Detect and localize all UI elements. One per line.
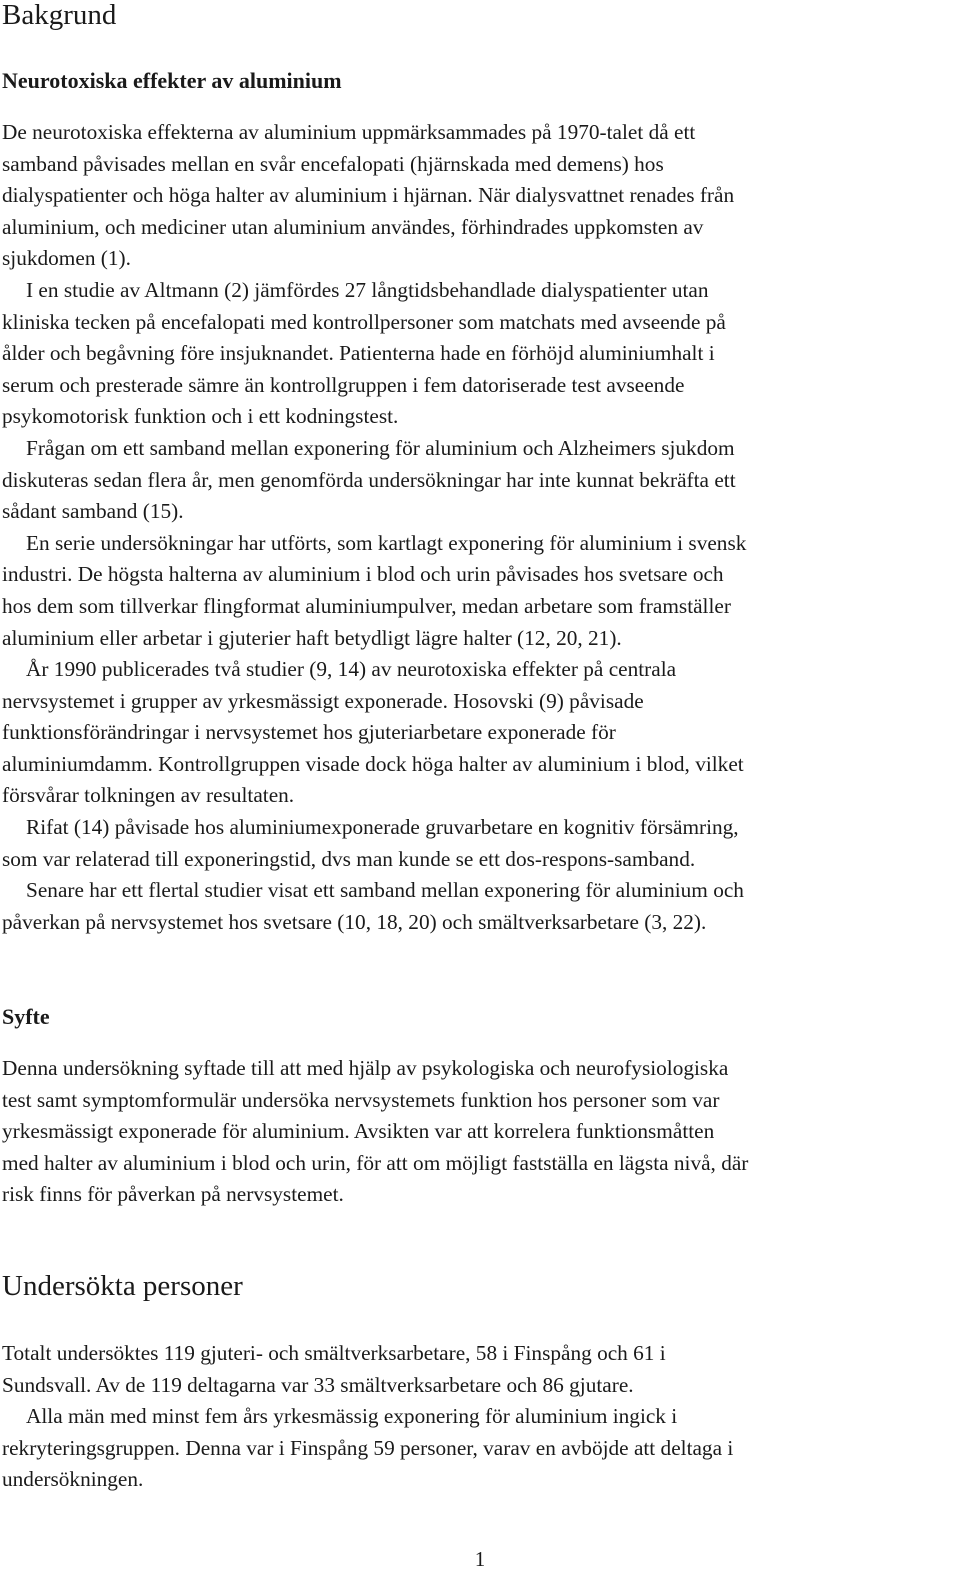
text-line: De neurotoxiska effekterna av aluminium uppmärksammades på 1970-talet då ett xyxy=(2,120,696,144)
text-line: samband påvisades mellan en svår encefalopati (hjärnskada med demens) hos xyxy=(2,151,664,176)
text-line: Rifat (14) påvisade hos aluminiumexponerade gruvarbetare en kognitiv försämring, xyxy=(26,815,739,840)
text-line: År 1990 publicerades två studier (9, 14) av neurotoxiska effekter på centrala xyxy=(26,657,677,682)
text-line: Denna undersökning syftade till att med hjälp av psykologiska och neurofysiologiska xyxy=(2,1056,729,1080)
text-line: rekryteringsgruppen. Denna var i Finspång 59 personer, varav en avböjde att deltaga i xyxy=(2,1435,734,1460)
text-line: aluminium eller arbetar i gjuterier haft betydligt lägre halter (12, 20, 21). xyxy=(2,625,622,650)
text-line: industri. De högsta halterna av aluminium i blod och urin påvisades hos svetsare och xyxy=(2,562,724,587)
text-line: dialyspatienter och höga halter av aluminium i hjärnan. När dialysvattnet renades från xyxy=(2,183,735,208)
text-line: aluminium, och mediciner utan aluminium användes, förhindrades uppkomsten av xyxy=(2,214,704,239)
heading-bakgrund: Bakgrund xyxy=(2,0,117,31)
text-line: Sundsvall. Av de 119 deltagarna var 33 smältverksarbetare och 86 gjutare. xyxy=(2,1372,634,1397)
page-number: 1 xyxy=(474,1547,486,1571)
text-line: risk finns för påverkan på nervsystemet. xyxy=(2,1182,344,1207)
text-line: som var relaterad till exponeringstid, dvs man kunde se ett dos-respons-samband. xyxy=(2,846,696,871)
text-line: kliniska tecken på encefalopati med kontrollpersoner som matchats med avseende på xyxy=(2,309,726,334)
syfte-body xyxy=(2,1053,748,1211)
text-line: Totalt undersöktes 119 gjuteri- och smältverksarbetare, 58 i Finspång och 61 i xyxy=(2,1341,666,1365)
text-line: påverkan på nervsystemet hos svetsare (10, 18, 20) och smältverksarbetare (3, 22). xyxy=(2,909,707,934)
text-line: Senare har ett flertal studier visat ett samband mellan exponering för aluminium och xyxy=(26,878,744,903)
text-line: Frågan om ett samband mellan exponering för aluminium och Alzheimers sjukdom xyxy=(26,435,735,460)
subheading-syfte: Syfte xyxy=(2,1004,50,1029)
text-line: En serie undersökningar har utförts, som kartlagt exponering för aluminium i svensk xyxy=(26,530,747,555)
text-line: sjukdomen (1). xyxy=(2,246,131,271)
text-line: funktionsförändringar i nervsystemet hos gjuteriarbetare exponerade för xyxy=(2,720,616,745)
text-line: ålder och begåvning före insjuknandet. Patienterna hade en förhöjd aluminiumhalt i xyxy=(2,341,715,366)
text-line: Alla män med minst fem års yrkesmässig exponering för aluminium ingick i xyxy=(26,1404,678,1429)
bakgrund-body xyxy=(2,117,746,938)
text-line: undersökningen. xyxy=(2,1467,144,1492)
heading-undersokta-personer: Undersökta personer xyxy=(2,1270,243,1302)
text-line: nervsystemet i grupper av yrkesmässigt exponerade. Hosovski (9) påvisade xyxy=(2,688,644,713)
text-line: serum och presterade sämre än kontrollgruppen i fem datoriserade test avseende xyxy=(2,372,685,397)
text-line: med halter av aluminium i blod och urin, för att om möjligt fastställa en lägsta nivå, där xyxy=(2,1150,749,1175)
undersokta-body xyxy=(2,1338,733,1496)
text-line: I en studie av Altmann (2) jämfördes 27 långtidsbehandlade dialyspatienter utan xyxy=(26,277,709,302)
text-line: hos dem som tillverkar flingformat aluminiumpulver, medan arbetare som framställer xyxy=(2,593,731,618)
text-line: försvårar tolkningen av resultaten. xyxy=(2,783,295,808)
text-line: test samt symptomformulär undersöka nervsystemets funktion hos personer som var xyxy=(2,1087,720,1112)
text-line: psykomotorisk funktion och i ett kodningstest. xyxy=(2,404,399,429)
text-line: yrkesmässigt exponerade för aluminium. Avsikten var att korrelera funktionsmåtten xyxy=(2,1119,715,1144)
text-line: diskuteras sedan flera år, men genomförda undersökningar har inte kunnat bekräfta ett xyxy=(2,467,736,492)
subheading-neurotoxiska-effekter: Neurotoxiska effekter av aluminium xyxy=(2,68,342,93)
text-line: aluminiumdamm. Kontrollgruppen visade dock höga halter av aluminium i blod, vilket xyxy=(2,751,744,776)
text-line: sådant samband (15). xyxy=(2,499,184,524)
